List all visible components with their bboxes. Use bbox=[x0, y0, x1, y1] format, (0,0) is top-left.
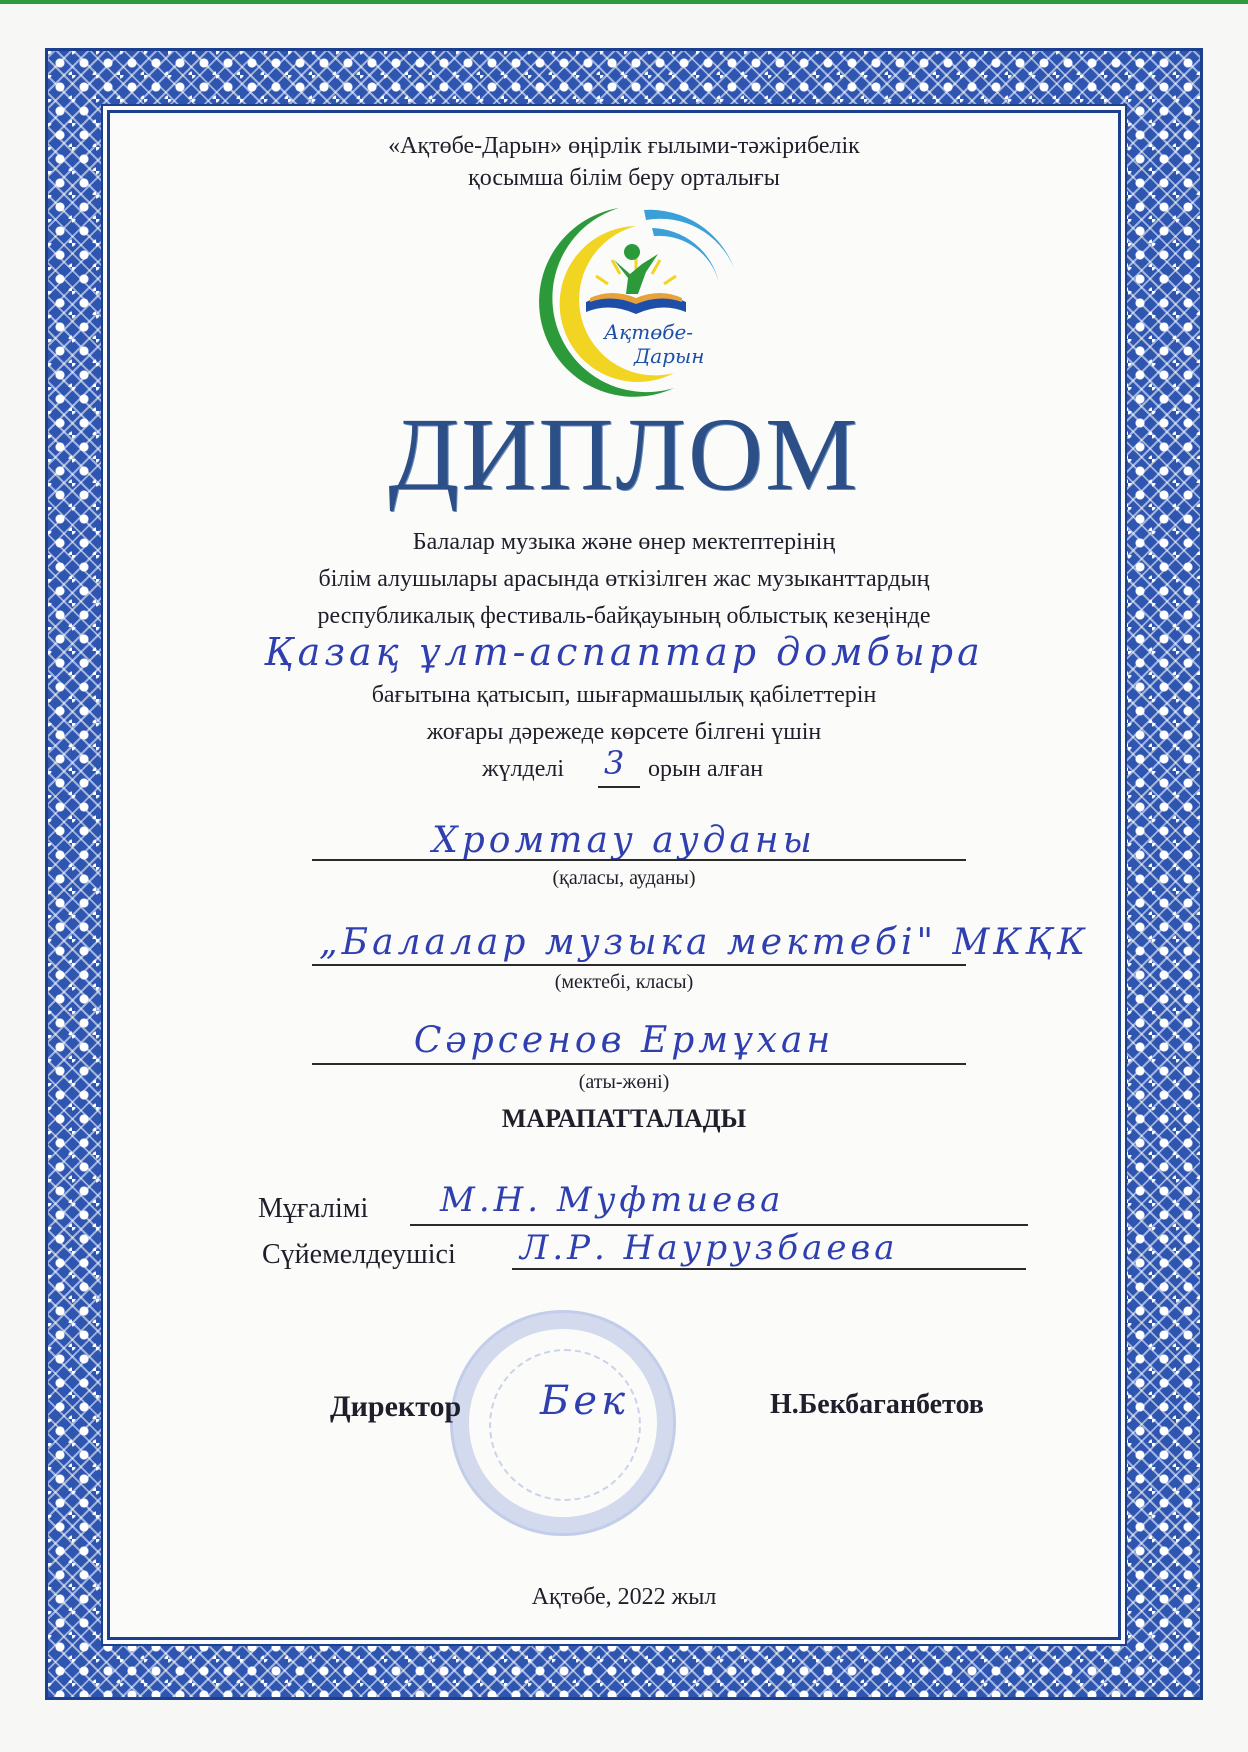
place-underline bbox=[598, 786, 640, 788]
director-label: Директор bbox=[330, 1390, 462, 1423]
description-line-1: Балалар музыка және өнер мектептерінің bbox=[412, 529, 836, 555]
name-caption: (аты-жөні) bbox=[578, 1071, 670, 1093]
name-underline bbox=[312, 1063, 966, 1065]
description-line-3: республикалық фестиваль-байқауының облыстық кезеңінде bbox=[317, 603, 931, 629]
recipient-name: Сәрсенов Ермұхан bbox=[413, 1020, 835, 1061]
district-value: Хромтау ауданы bbox=[432, 820, 816, 861]
organization-line-2: қосымша білім беру орталығы bbox=[468, 165, 780, 191]
district-underline bbox=[312, 859, 966, 861]
description-line-2: білім алушылары арасында өткізілген жас музыканттардың bbox=[318, 566, 930, 592]
page-top-edge bbox=[0, 0, 1248, 4]
direction-handwritten: Қазақ ұлт-аспаптар домбыра bbox=[264, 630, 984, 674]
logo-text-line-1: Ақтөбе- bbox=[604, 320, 694, 344]
school-caption: (мектебі, класы) bbox=[554, 971, 694, 993]
place-suffix: орын алған bbox=[648, 756, 764, 782]
diploma-title: ДИПЛОМ bbox=[388, 397, 860, 512]
aktobe-daryn-logo bbox=[524, 198, 754, 398]
footer-place-year: Ақтөбе, 2022 жыл bbox=[531, 1584, 717, 1610]
director-name: Н.Бекбаганбетов bbox=[770, 1389, 984, 1420]
stamp-inner-ring bbox=[489, 1349, 641, 1501]
school-underline bbox=[312, 964, 966, 966]
accompanist-label: Сүйемелдеушісі bbox=[262, 1239, 456, 1270]
awarded-heading: МАРАПАТТАЛАДЫ bbox=[501, 1104, 747, 1133]
school-value: „Балалар музыка мектебі" МКҚК bbox=[319, 922, 1089, 963]
description-line-5: жоғары дәрежеде көрсете білгені үшін bbox=[426, 719, 822, 745]
teacher-underline bbox=[410, 1224, 1028, 1226]
director-signature: Бек bbox=[540, 1378, 629, 1424]
teacher-label: Мұғалімі bbox=[258, 1193, 369, 1224]
district-caption: (қаласы, ауданы) bbox=[552, 867, 696, 889]
accompanist-underline bbox=[512, 1268, 1026, 1270]
logo-text-line-2: Дарын bbox=[634, 344, 705, 368]
accompanist-name: Л.Р. Наурузбаева bbox=[520, 1228, 899, 1268]
description-line-4: бағытына қатысып, шығармашылық қабілеттерін bbox=[371, 682, 877, 708]
organization-line-1: «Ақтөбе-Дарын» өңірлік ғылыми-тәжірибелік bbox=[388, 133, 860, 159]
place-value: 3 bbox=[604, 744, 629, 782]
teacher-name: М.Н. Муфтиева bbox=[440, 1180, 785, 1220]
organization-header bbox=[0, 130, 1248, 194]
place-prefix: жүлделі bbox=[482, 756, 565, 782]
logo-emblem-icon bbox=[524, 198, 754, 398]
